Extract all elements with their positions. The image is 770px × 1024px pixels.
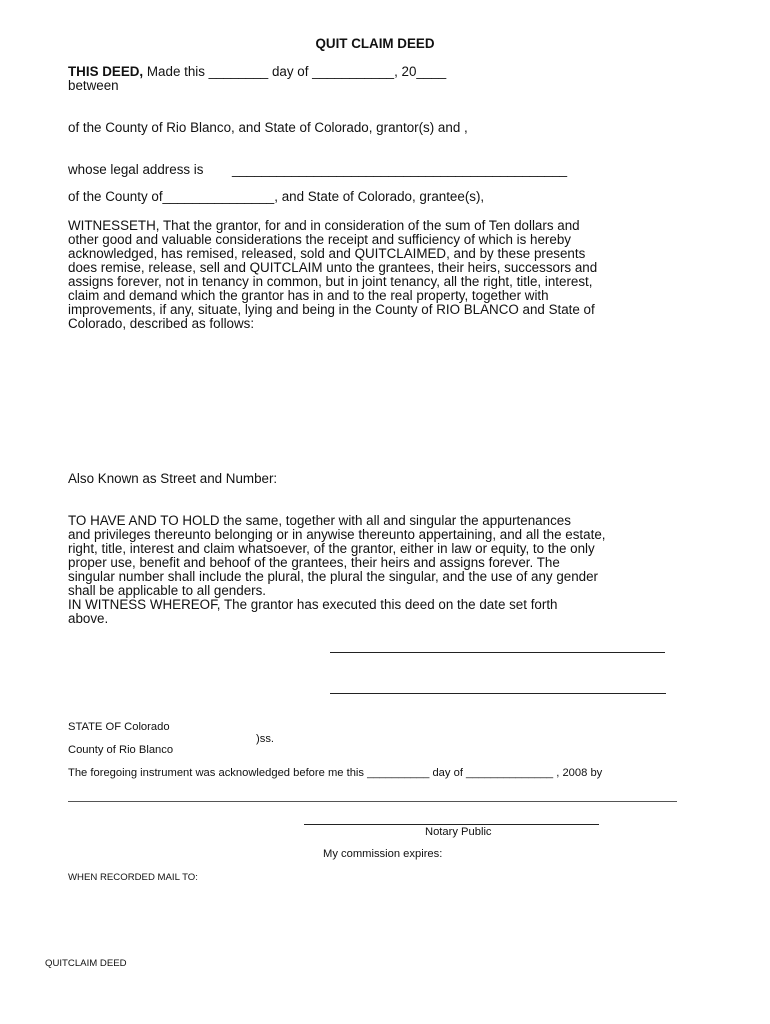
this-deed-label: THIS DEED, [68,64,144,79]
acknowledged-by-line [68,801,677,802]
county-of-label: County of Rio Blanco [68,744,174,756]
grantor-county-text: of the County of Rio Blanco, and State of Colorado, grantor(s) and , [68,120,468,135]
document-title: QUIT CLAIM DEED [315,36,435,51]
grantee-county-text: of the County of_______________, and State of Colorado, grantee(s), [68,189,485,204]
between-text: between [68,78,119,93]
habendum-paragraph: TO HAVE AND TO HOLD the same, together with all and singular the appurtenances and privileges thereunto belonging or in anywise thereunto appertaining, and all the estate, right, title, interest and claim whatsoever, of the grantor, either in law or equity, to the only proper use, benefit and behoof of the grantees, their heirs and assigns forever. The singular number shall include the plural, the plural the singular, and the use of any gender shall be applicable to all genders. IN WITNESS WHEREOF, The grantor has executed this deed on the date set forth above. [68,513,606,626]
when-recorded-label: WHEN RECORDED MAIL TO: [68,872,198,883]
commission-expires-label: My commission expires: [323,848,443,860]
legal-address-label: whose legal address is [68,162,204,177]
notary-public-label: Notary Public [425,826,492,838]
legal-address-field: _____________________________________________ [232,162,568,177]
also-known-as-label: Also Known as Street and Number: [68,471,278,486]
grantor-signature-line-2 [330,693,666,694]
notary-signature-line [304,824,599,825]
witnesseth-paragraph: WITNESSETH, That the grantor, for and in consideration of the sum of Ten dollars and other good and valuable considerations the receipt and sufficiency of which is hereby acknowledged, has remised, released, sold and QUITCLAIMED, and by these presents does remise, release, sell and QUITCLAIM unto the grantees, their heirs, successors and assigns forever, not in tenancy in common, but in joint tenancy, all the right, title, interest, claim and demand which the grantor has in and to the real property, together with improvements, if any, situate, lying and being in the County of RIO BLANCO and State of Colorado, described as follows: [68,218,598,331]
made-this-text: Made this ________ day of ___________, 20____ [146,64,447,79]
grantor-signature-line-1 [330,652,665,653]
footer-label: QUITCLAIM DEED [45,958,127,969]
state-of-label: STATE OF Colorado [68,721,170,733]
deed-date-line [68,65,446,79]
ss-label: )ss. [256,733,275,745]
acknowledgment-text: The foregoing instrument was acknowledged before me this __________ day of ______________ , 2008 by [68,767,603,779]
